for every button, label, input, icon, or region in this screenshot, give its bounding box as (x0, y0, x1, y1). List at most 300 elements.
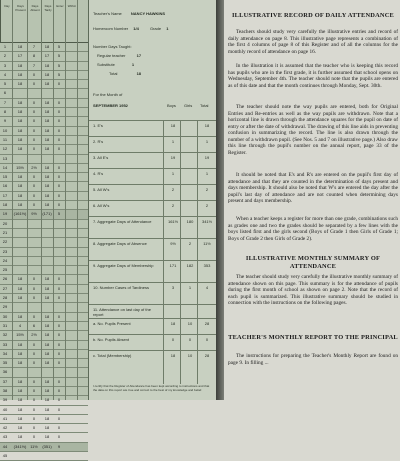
summary-row-label: 6. All W's (93, 203, 110, 208)
table-cell: 18 (44, 276, 50, 282)
table-cell: 0 (32, 295, 36, 301)
summary-boys-value: 9½ (170, 241, 176, 246)
summary-girls-value: 1 (188, 285, 192, 290)
summary-total-value: 11½ (203, 241, 211, 246)
table-row (0, 71, 88, 80)
table-cell: 18 (17, 71, 23, 77)
table-cell: 18 (17, 174, 23, 180)
table-cell: 20 (2, 220, 8, 226)
grid-column-line (65, 0, 66, 400)
summary-row (89, 260, 216, 283)
summary-row (89, 168, 216, 185)
table-cell: 9 (57, 443, 61, 449)
table-row (0, 173, 88, 182)
table-row (0, 164, 88, 173)
table-row (0, 108, 88, 117)
table-row (0, 359, 88, 368)
summary-row-label: 5. All W's (93, 187, 110, 192)
table-cell: 0 (32, 109, 36, 115)
table-cell: 45 (2, 453, 8, 459)
table-cell: 6 (32, 322, 36, 328)
summary-total-value: 19 (204, 155, 210, 160)
table-cell: 18 (44, 44, 50, 49)
table-cell: 18 (44, 127, 50, 133)
table-row (0, 341, 88, 350)
summary-row-label: 1. E's (93, 123, 103, 128)
table-row (0, 248, 88, 257)
col-boys: Boys (167, 103, 176, 108)
table-cell: 32 (2, 332, 8, 338)
table-cell: 19 (2, 211, 8, 217)
daily-attendance-grid (0, 0, 89, 459)
table-cell: 2½ (31, 332, 37, 338)
teacher-name-line: Teacher's Name NANCY HAWKINS (93, 11, 166, 16)
summary-boys-value: 19 (170, 155, 176, 160)
summary-row-label: 9. Aggregate Days of Membership (93, 263, 154, 268)
table-cell: 18 (17, 136, 23, 142)
table-cell: 0 (32, 99, 36, 105)
table-cell: 0 (57, 360, 61, 366)
paragraph-3: The teacher should note the way pupils are entered, both for Original Entries and Re-entries as well as the way pupils are withdrawn. Note that a horizontal line is drawn through the attendance squares for the pupil on date of entry or after the date of withdrawal. The drawing of this line aids in preventing confusion in summarizing the record. The line is also drawn through the number of a withdrawn pupil. (See Nos. 5 and 7 on illustrative page.) Also draw this line through the pupil's number on the annual report, page 33 of the Register. (228, 104, 398, 156)
table-row (0, 182, 88, 191)
table-row (0, 62, 88, 71)
grid-column-line (27, 0, 28, 400)
table-cell: 0 (57, 322, 61, 328)
grid-column-line (12, 0, 13, 400)
table-cell: 0 (32, 136, 36, 142)
table-cell: 31 (2, 322, 8, 328)
table-cell: 39 (2, 397, 8, 403)
summary-girls-value: 0 (188, 337, 192, 342)
table-cell: 0 (32, 81, 36, 87)
table-cell: 18 (44, 109, 50, 115)
table-cell: 0 (32, 71, 36, 77)
summary-boys-value: 18 (170, 123, 176, 128)
table-row (0, 331, 88, 340)
summary-row (89, 152, 216, 169)
summary-row-label: 11. Attendance on last day of the report (93, 307, 151, 317)
table-cell: 5 (57, 44, 61, 49)
grid-header-tardy: Days Tardy (41, 0, 54, 42)
table-row (0, 210, 88, 219)
table-cell: 0 (32, 397, 36, 403)
summary-row (89, 334, 216, 351)
table-cell: 28 (2, 295, 8, 301)
grid-header-absent: Days Absent (27, 0, 42, 42)
table-cell: 30 (2, 313, 8, 319)
table-cell: 23 (2, 248, 8, 254)
table-cell: 18 (17, 434, 23, 440)
table-row (0, 99, 88, 108)
table-cell: 18 (44, 164, 50, 170)
grid-column-line (77, 0, 78, 400)
table-cell: 18 (44, 295, 50, 301)
table-cell: 21 (2, 229, 8, 235)
table-cell: 0 (57, 202, 61, 208)
table-cell: 2½ (31, 164, 37, 170)
heading-teacher-report: TEACHER'S MONTHLY REPORT TO THE PRINCIPAL (228, 334, 398, 341)
table-cell: (351) (42, 443, 52, 449)
table-row (0, 192, 88, 201)
grid-header-enter: Enter (53, 0, 66, 42)
summary-total-value: 353 (203, 263, 211, 268)
grid-header (0, 0, 88, 43)
certification-text: I certify that the Register of Attendance has been kept according to instructions and that the data on this report are true and correct to the best of my knowledge and belief. (93, 384, 210, 392)
table-cell: 0 (32, 118, 36, 124)
table-cell: 0 (57, 378, 61, 384)
summary-row-label: b. No. Pupils Absent (93, 337, 130, 342)
table-cell: 18 (44, 341, 50, 347)
table-cell: 1 (3, 44, 7, 49)
table-row (0, 443, 88, 452)
table-cell: 0 (57, 109, 61, 115)
summary-total-value: 28 (204, 353, 210, 358)
grid-column-line (53, 0, 54, 400)
table-cell: 2 (3, 53, 7, 59)
table-cell: 15 (2, 174, 8, 180)
table-cell: 16 (2, 183, 8, 189)
summary-row-label: a. No. Pupils Present (93, 321, 131, 326)
summary-row (89, 304, 216, 319)
table-cell: 0 (32, 406, 36, 412)
table-row (0, 275, 88, 284)
table-cell: 18 (17, 202, 23, 208)
table-cell: 18 (17, 360, 23, 366)
summary-row-label: 7. Aggregate Days of Attendance (93, 219, 152, 224)
table-cell: 0 (32, 387, 36, 393)
summary-total-value: 28 (204, 321, 210, 326)
table-cell: 17 (2, 192, 8, 198)
summary-row (89, 282, 216, 305)
table-cell: 18 (44, 118, 50, 124)
table-row (0, 424, 88, 433)
table-cell: 37 (2, 378, 8, 384)
table-cell: 24 (2, 257, 8, 263)
paragraph-1: Teachers should study very carefully the illustrative entries and record of daily attendance on page 8. This illustrative page represents a combination of the first 4 columns of page 8 of this Register and of all the columns for the monthly record of attendance on page 16. (228, 29, 398, 55)
table-cell: 0 (57, 415, 61, 421)
summary-total-value: 2 (205, 203, 209, 208)
table-row (0, 303, 88, 312)
table-row (0, 155, 88, 164)
table-cell: 35 (2, 360, 8, 366)
table-row (0, 415, 88, 424)
table-cell: 27 (2, 285, 8, 291)
summary-total-value: 1 (205, 171, 209, 176)
table-cell: 18 (44, 183, 50, 189)
table-cell: 0 (57, 146, 61, 152)
table-cell: 29 (2, 304, 8, 310)
table-row (0, 89, 88, 98)
summary-total-value: 341½ (201, 219, 212, 224)
table-row (0, 387, 88, 396)
summary-row (89, 216, 216, 239)
table-cell: 18 (17, 62, 23, 68)
table-row (0, 52, 88, 61)
paragraph-6: The teacher should study very carefully the illustrative monthly summary of attendance shown on this page. This summary is for the attendance of pupils during the first month of school as shown on page 2. Note that the record of each pupil is summarized. This illustrative summary should be studied in connection with the instructions on the following pages. (228, 274, 398, 306)
table-cell: 34 (2, 350, 8, 356)
table-cell: 17 (44, 53, 50, 59)
table-cell: 18 (44, 62, 50, 68)
table-cell: 18 (17, 341, 23, 347)
table-cell: 22 (2, 239, 8, 245)
table-cell: 5 (57, 71, 61, 77)
table-cell: 0 (32, 434, 36, 440)
summary-total-value: 18 (204, 123, 210, 128)
table-cell: 18 (44, 350, 50, 356)
table-row (0, 396, 88, 405)
table-row (0, 257, 88, 266)
month-line: For the Month of (93, 92, 123, 97)
heading-monthly-summary: ILLUSTRATIVE MONTHLY SUMMARY OF ATTENDANCE (245, 255, 381, 270)
col-girls: Girls (184, 103, 193, 108)
table-cell: 18 (17, 425, 23, 431)
table-cell: 18 (44, 192, 50, 198)
table-row (0, 238, 88, 247)
table-row (0, 294, 88, 303)
table-cell: 44 (2, 443, 8, 449)
table-cell: 0 (32, 183, 36, 189)
table-cell: 41 (2, 415, 8, 421)
table-cell: 0 (57, 313, 61, 319)
table-cell: 18 (44, 378, 50, 384)
table-cell: 0 (57, 406, 61, 412)
table-cell: 38 (2, 387, 8, 393)
table-cell: 18 (17, 118, 23, 124)
paragraph-4: It should be noted that E's and R's are entered on the pupil's first day of attendance and that they are counted in the determination of days present and days membership. It should also be noted that W's are entered the day after the pupil's last day of attendance and are not counted when determining days present and days membership. (228, 172, 398, 204)
summary-total-value: 0 (205, 337, 209, 342)
table-cell: 0 (32, 350, 36, 356)
table-cell: 18 (17, 276, 23, 282)
table-cell: 0 (57, 295, 61, 301)
table-row (0, 322, 88, 331)
table-cell: 0 (57, 81, 61, 87)
grid-rows (0, 43, 88, 461)
table-cell: 0 (57, 425, 61, 431)
summary-boys-value: 3 (171, 285, 175, 290)
binding-gutter (216, 0, 224, 400)
summary-girls-value: 2 (188, 241, 192, 246)
table-cell: 18 (44, 332, 50, 338)
table-row (0, 313, 88, 322)
table-cell: 0 (32, 192, 36, 198)
summary-row (89, 350, 216, 367)
table-cell: 0 (57, 183, 61, 189)
table-cell: 5 (57, 62, 61, 68)
paragraph-2: In the illustration it is assumed that the teacher who is keeping this record has pupils who are in the first grade, it is further assumed that school opens on Wednesday, September 4th. The teacher should note that the pupils are entered as of this date and that the month continues through Monday, Sept. 30th. (228, 63, 398, 89)
table-row (0, 127, 88, 136)
table-cell: 25 (2, 267, 8, 273)
table-cell: 0 (57, 127, 61, 133)
table-cell: 0 (32, 202, 36, 208)
table-row (0, 117, 88, 126)
table-row (0, 285, 88, 294)
summary-row-label: 3. All E's (93, 155, 109, 160)
table-cell: 18 (44, 285, 50, 291)
table-cell: 18 (44, 136, 50, 142)
substitute-line: Substitute 1 (97, 62, 135, 67)
heading-daily-attendance: ILLUSTRATIVE RECORD OF DAILY ATTENDANCE (231, 12, 395, 19)
table-cell: 18 (44, 202, 50, 208)
table-cell: 0 (32, 127, 36, 133)
table-cell: 0 (32, 146, 36, 152)
table-cell: (161½) (13, 211, 27, 217)
monthly-summary-form (89, 0, 216, 400)
table-cell: 11 (2, 136, 8, 142)
table-row (0, 350, 88, 359)
table-cell: 0 (57, 397, 61, 403)
col-total: Total (200, 103, 209, 108)
table-cell: 13 (2, 155, 8, 161)
table-cell: 0 (32, 415, 36, 421)
table-cell: 7 (32, 44, 36, 49)
summary-row (89, 238, 216, 261)
table-cell: 3 (3, 62, 7, 68)
table-cell: 18 (17, 285, 23, 291)
table-cell: 0 (57, 285, 61, 291)
summary-boys-value: 18 (170, 353, 176, 358)
table-cell: 18 (17, 44, 23, 49)
summary-row (89, 200, 216, 217)
table-cell: 7 (32, 62, 36, 68)
table-cell: 18 (44, 434, 50, 440)
table-cell: 4 (3, 71, 7, 77)
grid-header-day: Day (0, 0, 13, 42)
table-cell: 18 (17, 295, 23, 301)
table-row (0, 136, 88, 145)
table-cell: 18 (44, 322, 50, 328)
table-cell: 15½ (16, 164, 24, 170)
table-cell: 18 (17, 192, 23, 198)
summary-row-label: c. Total (Membership) (93, 353, 132, 358)
table-cell: 12 (2, 146, 8, 152)
table-cell: 18 (17, 415, 23, 421)
table-cell: 33 (2, 341, 8, 347)
summary-row (89, 136, 216, 153)
table-cell: 18 (44, 81, 50, 87)
table-cell: 0 (32, 313, 36, 319)
table-cell: 4 (18, 322, 22, 328)
table-cell: 43 (2, 434, 8, 440)
table-cell: 6 (3, 90, 7, 96)
table-cell: 0 (57, 276, 61, 282)
table-cell: 5 (57, 53, 61, 59)
table-cell: 0 (57, 434, 61, 440)
table-cell: 18 (44, 146, 50, 152)
table-cell: 5 (57, 211, 61, 217)
summary-row-label: 8. Aggregate Days of Absence (93, 241, 147, 246)
table-cell: 15½ (16, 332, 24, 338)
table-row (0, 378, 88, 387)
paragraph-5: When a teacher keeps a register for more than one grade, combinations such as grades one and two the grades should be separated by a few lines with the boys listed first and the girls second (Boys of Grade 1 then Girls of Grade 1; Boys of Grade 2 then Girls of Grade 2). (228, 216, 398, 242)
table-cell: 0 (57, 332, 61, 338)
summary-row-label: 10. Number Cases of Tardiness (93, 285, 149, 290)
summary-row-label: 2. R's (93, 139, 104, 144)
table-cell: 7 (3, 99, 7, 105)
table-cell: 18 (17, 127, 23, 133)
summary-total-value: 2 (205, 187, 209, 192)
table-cell: 18 (44, 174, 50, 180)
table-cell: 18 (44, 425, 50, 431)
table-cell: 0 (57, 118, 61, 124)
summary-boys-value: 0 (171, 337, 175, 342)
summary-boys-value: 2 (171, 187, 175, 192)
table-cell: 18 (44, 360, 50, 366)
table-cell: 42 (2, 425, 8, 431)
table-cell: 18 (17, 406, 23, 412)
table-cell: 0 (32, 378, 36, 384)
grid-header-present: Days Present (12, 0, 28, 42)
summary-boys-value: 1 (171, 171, 175, 176)
table-cell: 0 (32, 285, 36, 291)
table-cell: 18 (44, 99, 50, 105)
table-cell: 18 (44, 415, 50, 421)
table-cell: 40 (2, 406, 8, 412)
table-row (0, 43, 88, 52)
summary-boys-value: 171 (169, 263, 177, 268)
summary-row (89, 318, 216, 335)
table-cell: 0 (57, 174, 61, 180)
days-taught-label: Number Days Taught: (93, 44, 132, 49)
table-cell: 18 (17, 350, 23, 356)
table-cell: 0 (32, 425, 36, 431)
summary-boys-value: 2 (171, 203, 175, 208)
regular-teacher-line: Regular teacher 17 (97, 53, 142, 58)
summary-girls-value: 10 (187, 321, 193, 326)
table-row (0, 368, 88, 377)
table-cell: 18 (2, 202, 8, 208)
grid-column-line (41, 0, 42, 400)
table-cell: 0 (57, 350, 61, 356)
table-cell: 18 (17, 146, 23, 152)
table-cell: 18 (44, 406, 50, 412)
table-row (0, 145, 88, 154)
table-cell: 0 (57, 136, 61, 142)
month-value-line: SEPTEMBER 1952 (93, 103, 128, 108)
summary-boys-value: 1 (171, 139, 175, 144)
summary-row (89, 120, 216, 137)
total-days-line: Total 18 (109, 71, 142, 76)
instruction-page (228, 0, 398, 400)
table-cell: 9 (3, 118, 7, 124)
table-cell: 18 (17, 387, 23, 393)
table-cell: 18 (17, 313, 23, 319)
summary-boys-value: 161½ (167, 219, 178, 224)
table-row (0, 80, 88, 89)
table-cell: 18 (17, 378, 23, 384)
paragraph-7: The instructions for preparing the Teacher's Monthly Report are found on page 9. In filling ... (228, 353, 398, 366)
table-row (0, 229, 88, 238)
table-row (0, 406, 88, 415)
table-cell: 0 (32, 341, 36, 347)
table-cell: 18 (17, 183, 23, 189)
table-cell: 0 (57, 341, 61, 347)
table-cell: 18 (44, 387, 50, 393)
table-cell: 18 (17, 81, 23, 87)
table-cell: 18 (17, 99, 23, 105)
table-cell: 18 (17, 109, 23, 115)
table-cell: 14 (2, 164, 8, 170)
table-cell: 9½ (31, 211, 37, 217)
table-cell: 8 (3, 109, 7, 115)
table-cell: 0 (32, 360, 36, 366)
table-cell: 0 (32, 174, 36, 180)
table-cell: 0 (57, 387, 61, 393)
table-cell: 17 (17, 53, 23, 59)
table-cell: (341½) (13, 443, 27, 449)
summary-boys-value: 18 (170, 321, 176, 326)
table-cell: (171) (42, 211, 52, 217)
grid-header-withd: Withd. (65, 0, 78, 42)
